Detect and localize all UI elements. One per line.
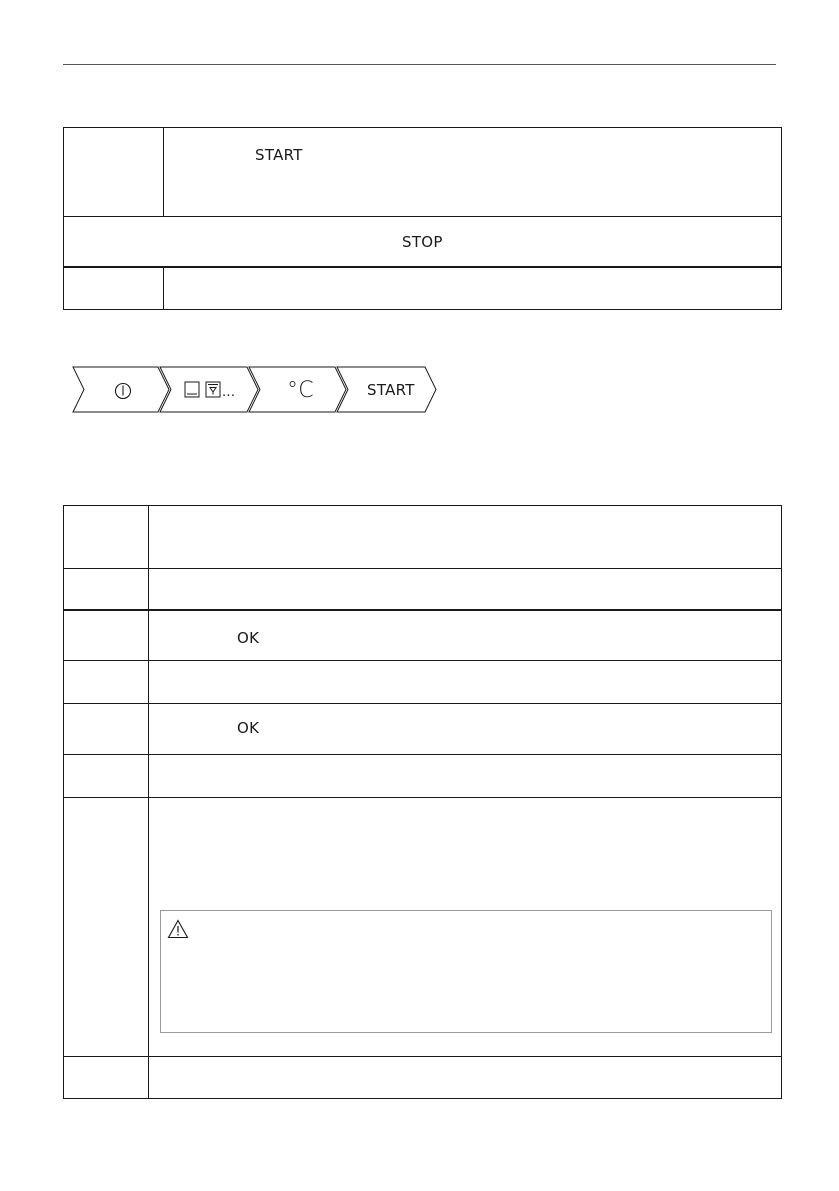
column-divider <box>163 128 164 216</box>
function-more-ellipsis: ... <box>222 385 236 400</box>
row-divider <box>64 797 781 798</box>
steps-table-1 <box>63 127 782 310</box>
warning-icon <box>167 919 189 939</box>
row-divider <box>64 1056 781 1057</box>
steps-table-2 <box>63 505 782 1099</box>
table-row <box>64 216 781 266</box>
column-divider <box>163 268 164 310</box>
table-row <box>64 128 781 216</box>
oven-function-icons <box>185 382 220 397</box>
header-rule <box>63 64 776 65</box>
table-row <box>64 611 781 660</box>
start-button-label: START <box>255 146 303 164</box>
temperature-label: °C <box>287 378 314 403</box>
ok-button-label: OK <box>237 719 260 737</box>
column-divider <box>148 506 149 1098</box>
stop-button-label: STOP <box>402 233 443 251</box>
power-icon <box>116 384 131 399</box>
step-arrow-1 <box>73 367 169 412</box>
table-row <box>64 268 781 310</box>
start-step-label: START <box>367 381 415 399</box>
ok-button-label: OK <box>237 629 260 647</box>
warning-box <box>160 910 772 1033</box>
row-divider <box>64 568 781 569</box>
table-row <box>64 704 781 754</box>
conventional-heating-icon <box>185 382 199 397</box>
row-divider <box>64 754 781 755</box>
step-arrow-2 <box>160 367 258 412</box>
operation-sequence <box>72 365 442 415</box>
row-divider <box>64 660 781 661</box>
